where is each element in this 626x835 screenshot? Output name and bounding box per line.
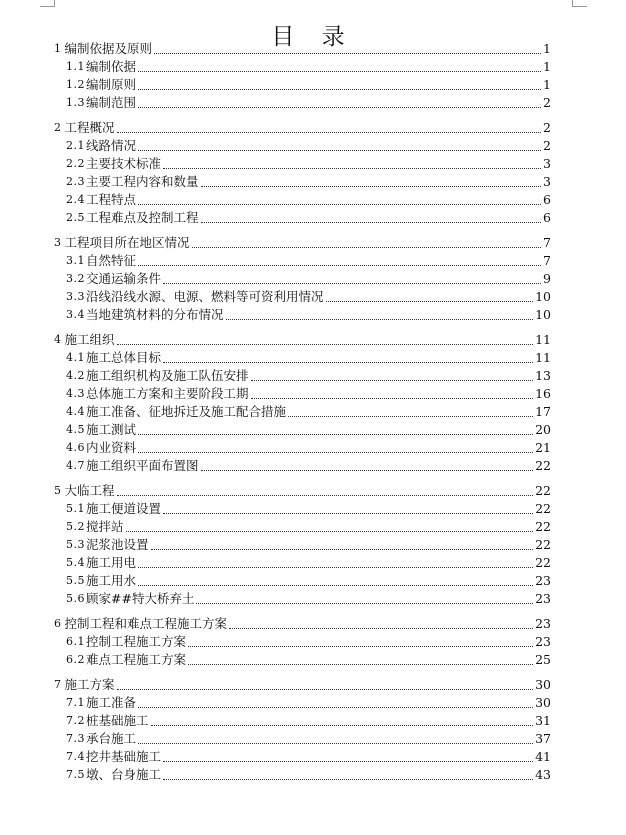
toc-entry-number: 7.1 xyxy=(66,696,85,709)
toc-dot-leader xyxy=(163,362,533,363)
toc-subsection-entry[interactable] xyxy=(54,590,551,608)
toc-dot-leader xyxy=(117,689,534,690)
toc-dot-leader xyxy=(163,168,541,169)
toc-entry-number: 3.2 xyxy=(66,272,85,285)
toc-entry-title: 施工组织平面布置图 xyxy=(86,458,199,473)
toc-subsection-entry[interactable] xyxy=(54,712,551,730)
toc-dot-leader xyxy=(138,585,533,586)
toc-dot-leader xyxy=(138,107,541,108)
toc-page-number: 22 xyxy=(535,555,551,570)
toc-page-number: 23 xyxy=(535,591,551,606)
toc-entry-number: 2.5 xyxy=(66,211,85,224)
toc-entry-number: 4.6 xyxy=(66,441,85,454)
toc-page-number: 3 xyxy=(543,174,551,189)
toc-subsection-entry[interactable] xyxy=(54,651,551,669)
table-of-contents xyxy=(54,40,551,784)
toc-entry-title: 控制工程施工方案 xyxy=(86,634,187,649)
toc-entry-number: 5.4 xyxy=(66,556,85,569)
toc-entry-title: 编制依据 xyxy=(86,59,137,74)
toc-page-number: 3 xyxy=(543,156,551,171)
toc-entry-title: 承台施工 xyxy=(86,731,137,746)
toc-entry-title: 主要工程内容和数量 xyxy=(86,174,199,189)
toc-entry-number: 6 xyxy=(54,617,62,630)
toc-subsection-entry[interactable] xyxy=(54,252,551,270)
toc-subsection-entry[interactable] xyxy=(54,76,551,94)
toc-entry-number: 4.5 xyxy=(66,423,85,436)
toc-page-number: 23 xyxy=(535,634,551,649)
page-title: 目 录 xyxy=(271,24,355,51)
toc-subsection-entry[interactable] xyxy=(54,439,551,457)
toc-subsection-entry[interactable] xyxy=(54,137,551,155)
toc-entry-title: 编制原则 xyxy=(86,77,137,92)
toc-entry-title: 施工组织机构及施工队伍安排 xyxy=(86,368,249,383)
toc-entry-title: 施工方案 xyxy=(64,677,115,692)
toc-page-number: 13 xyxy=(535,368,551,383)
toc-entry-title: 施工便道设置 xyxy=(86,501,162,516)
toc-dot-leader xyxy=(201,186,542,187)
toc-page-number: 6 xyxy=(543,192,551,207)
toc-page-number: 2 xyxy=(543,138,551,153)
toc-dot-leader xyxy=(163,283,541,284)
toc-subsection-entry[interactable] xyxy=(54,94,551,112)
toc-entry-number: 7 xyxy=(54,678,62,691)
toc-entry-title: 施工总体目标 xyxy=(86,350,162,365)
toc-page-number: 22 xyxy=(535,519,551,534)
toc-dot-leader xyxy=(117,495,534,496)
toc-entry-number: 4.2 xyxy=(66,369,85,382)
toc-subsection-entry[interactable] xyxy=(54,554,551,572)
toc-entry-number: 6.2 xyxy=(66,653,85,666)
toc-page-number: 10 xyxy=(535,289,551,304)
toc-entry-number: 1.1 xyxy=(66,60,85,73)
toc-entry-number: 4.1 xyxy=(66,351,85,364)
toc-entry-title: 当地建筑材料的分布情况 xyxy=(86,307,224,322)
toc-subsection-entry[interactable] xyxy=(54,209,551,227)
toc-entry-title: 控制工程和难点工程施工方案 xyxy=(64,616,228,631)
toc-dot-leader xyxy=(138,71,541,72)
toc-subsection-entry[interactable] xyxy=(54,730,551,748)
toc-entry-title: 编制依据及原则 xyxy=(64,41,153,56)
toc-dot-leader xyxy=(138,434,533,435)
toc-subsection-entry[interactable] xyxy=(54,421,551,439)
toc-entry-number: 2.4 xyxy=(66,193,85,206)
toc-subsection-entry[interactable] xyxy=(54,457,551,475)
toc-entry-title: 施工测试 xyxy=(86,422,137,437)
toc-dot-leader xyxy=(151,549,534,550)
toc-entry-number: 2.1 xyxy=(66,139,85,152)
toc-dot-leader xyxy=(251,380,534,381)
toc-subsection-entry[interactable] xyxy=(54,694,551,712)
toc-dot-leader xyxy=(138,89,541,90)
toc-page-number: 17 xyxy=(535,404,551,419)
toc-dot-leader xyxy=(201,222,542,223)
toc-dot-leader xyxy=(138,707,533,708)
toc-entry-number: 4.7 xyxy=(66,459,85,472)
toc-entry-title: 主要技术标准 xyxy=(86,156,162,171)
toc-page-number: 22 xyxy=(535,537,551,552)
toc-dot-leader xyxy=(163,513,533,514)
toc-entry-title: 内业资料 xyxy=(86,440,137,455)
toc-subsection-entry[interactable] xyxy=(54,748,551,766)
toc-page-number: 21 xyxy=(535,440,551,455)
toc-entry-title: 难点工程施工方案 xyxy=(86,652,187,667)
toc-section-entry[interactable] xyxy=(54,615,551,633)
toc-entry-title: 线路情况 xyxy=(86,138,137,153)
toc-section-entry[interactable] xyxy=(54,676,551,694)
toc-dot-leader xyxy=(229,628,533,629)
toc-entry-number: 2.3 xyxy=(66,175,85,188)
toc-entry-title: 工程概况 xyxy=(64,120,115,135)
toc-dot-leader xyxy=(138,265,541,266)
toc-entry-number: 2.2 xyxy=(66,157,85,170)
toc-entry-title: 顾家##特大桥弃土 xyxy=(86,591,195,606)
toc-page-number: 22 xyxy=(535,458,551,473)
toc-page-number: 30 xyxy=(535,677,551,692)
toc-page-number: 20 xyxy=(535,422,551,437)
toc-page-number: 1 xyxy=(543,41,551,56)
toc-page-number: 6 xyxy=(543,210,551,225)
toc-subsection-entry[interactable] xyxy=(54,766,551,784)
toc-subsection-entry[interactable] xyxy=(54,306,551,324)
toc-dot-leader xyxy=(151,725,534,726)
toc-page-number: 10 xyxy=(535,307,551,322)
toc-subsection-entry[interactable] xyxy=(54,500,551,518)
toc-page-number: 23 xyxy=(535,573,551,588)
toc-entry-number: 3.4 xyxy=(66,308,85,321)
toc-dot-leader xyxy=(138,150,541,151)
toc-subsection-entry[interactable] xyxy=(54,633,551,651)
toc-entry-number: 4.4 xyxy=(66,405,85,418)
toc-section-entry[interactable] xyxy=(54,482,551,500)
toc-entry-title: 工程特点 xyxy=(86,192,137,207)
toc-dot-leader xyxy=(196,603,533,604)
toc-entry-title: 墩、台身施工 xyxy=(86,767,162,782)
toc-subsection-entry[interactable] xyxy=(54,191,551,209)
toc-entry-number: 5.2 xyxy=(66,520,85,533)
toc-dot-leader xyxy=(326,301,534,302)
toc-entry-title: 编制范围 xyxy=(86,95,137,110)
toc-dot-leader xyxy=(138,204,541,205)
toc-entry-number: 7.2 xyxy=(66,714,85,727)
toc-page-number: 11 xyxy=(535,350,551,365)
toc-subsection-entry[interactable] xyxy=(54,349,551,367)
toc-page-number: 25 xyxy=(535,652,551,667)
toc-subsection-entry[interactable] xyxy=(54,58,551,76)
toc-dot-leader xyxy=(154,53,541,54)
toc-page-number: 43 xyxy=(535,767,551,782)
page-corner-mark-left xyxy=(40,0,55,7)
toc-dot-leader xyxy=(251,398,534,399)
toc-dot-leader xyxy=(192,247,542,248)
toc-subsection-entry[interactable] xyxy=(54,270,551,288)
toc-page-number: 1 xyxy=(543,77,551,92)
toc-dot-leader xyxy=(163,761,533,762)
toc-page-number: 7 xyxy=(543,235,551,250)
toc-subsection-entry[interactable] xyxy=(54,403,551,421)
toc-page-number: 7 xyxy=(543,253,551,268)
toc-entry-title: 总体施工方案和主要阶段工期 xyxy=(86,386,249,401)
toc-dot-leader xyxy=(138,452,533,453)
toc-page-number: 30 xyxy=(535,695,551,710)
toc-page-number: 1 xyxy=(543,59,551,74)
toc-entry-title: 自然特征 xyxy=(86,253,137,268)
toc-page-number: 11 xyxy=(535,332,551,347)
toc-page-number: 22 xyxy=(535,501,551,516)
toc-entry-number: 1.3 xyxy=(66,96,85,109)
toc-entry-number: 5.6 xyxy=(66,592,85,605)
toc-entry-title: 挖井基础施工 xyxy=(86,749,162,764)
toc-entry-title: 沿线沿线水源、电源、燃料等可资利用情况 xyxy=(86,289,324,304)
toc-entry-number: 5.3 xyxy=(66,538,85,551)
toc-entry-number: 7.4 xyxy=(66,750,85,763)
toc-entry-number: 3.1 xyxy=(66,254,85,267)
toc-subsection-entry[interactable] xyxy=(54,572,551,590)
toc-dot-leader xyxy=(226,319,534,320)
toc-entry-title: 施工组织 xyxy=(64,332,115,347)
toc-entry-number: 5.5 xyxy=(66,574,85,587)
toc-dot-leader xyxy=(163,779,533,780)
toc-entry-title: 工程难点及控制工程 xyxy=(86,210,199,225)
toc-dot-leader xyxy=(188,646,533,647)
toc-page-number: 22 xyxy=(535,483,551,498)
toc-dot-leader xyxy=(188,664,533,665)
toc-section-entry[interactable] xyxy=(54,40,551,58)
toc-page-number: 9 xyxy=(543,271,551,286)
toc-dot-leader xyxy=(117,344,534,345)
toc-subsection-entry[interactable] xyxy=(54,155,551,173)
toc-entry-number: 2 xyxy=(54,121,62,134)
toc-entry-title: 泥浆池设置 xyxy=(86,537,149,552)
toc-entry-number: 5 xyxy=(54,484,62,497)
toc-dot-leader xyxy=(201,470,534,471)
toc-entry-number: 3.3 xyxy=(66,290,85,303)
toc-entry-number: 7.5 xyxy=(66,768,85,781)
toc-subsection-entry[interactable] xyxy=(54,173,551,191)
toc-dot-leader xyxy=(117,132,542,133)
toc-entry-title: 施工用电 xyxy=(86,555,137,570)
page-corner-mark-right xyxy=(572,0,587,7)
toc-section-entry[interactable] xyxy=(54,234,551,252)
toc-entry-number: 4 xyxy=(54,333,62,346)
toc-entry-title: 交通运输条件 xyxy=(86,271,162,286)
toc-entry-title: 搅拌站 xyxy=(86,519,124,534)
toc-subsection-entry[interactable] xyxy=(54,518,551,536)
toc-page-number: 2 xyxy=(543,95,551,110)
toc-page-number: 41 xyxy=(535,749,551,764)
toc-entry-title: 施工准备、征地拆迁及施工配合措施 xyxy=(86,404,287,419)
toc-dot-leader xyxy=(138,743,533,744)
toc-entry-title: 工程项目所在地区情况 xyxy=(64,235,190,250)
toc-subsection-entry[interactable] xyxy=(54,288,551,306)
toc-section-entry[interactable] xyxy=(54,331,551,349)
toc-entry-title: 大临工程 xyxy=(64,483,115,498)
toc-page-number: 2 xyxy=(543,120,551,135)
toc-entry-number: 1.2 xyxy=(66,78,85,91)
toc-section-entry[interactable] xyxy=(54,119,551,137)
toc-entry-number: 5.1 xyxy=(66,502,85,515)
toc-entry-title: 施工用水 xyxy=(86,573,137,588)
toc-entry-number: 3 xyxy=(54,236,62,249)
toc-entry-number: 4.3 xyxy=(66,387,85,400)
toc-entry-number: 7.3 xyxy=(66,732,85,745)
toc-dot-leader xyxy=(288,416,533,417)
toc-page-number: 16 xyxy=(535,386,551,401)
toc-entry-title: 桩基础施工 xyxy=(86,713,149,728)
toc-entry-title: 施工准备 xyxy=(86,695,137,710)
toc-subsection-entry[interactable] xyxy=(54,385,551,403)
toc-dot-leader xyxy=(138,567,533,568)
toc-entry-number: 6.1 xyxy=(66,635,85,648)
toc-subsection-entry[interactable] xyxy=(54,536,551,554)
toc-entry-number: 1 xyxy=(54,42,62,55)
toc-page-number: 23 xyxy=(535,616,551,631)
toc-subsection-entry[interactable] xyxy=(54,367,551,385)
toc-page-number: 31 xyxy=(535,713,551,728)
toc-page-number: 37 xyxy=(535,731,551,746)
toc-dot-leader xyxy=(126,531,534,532)
